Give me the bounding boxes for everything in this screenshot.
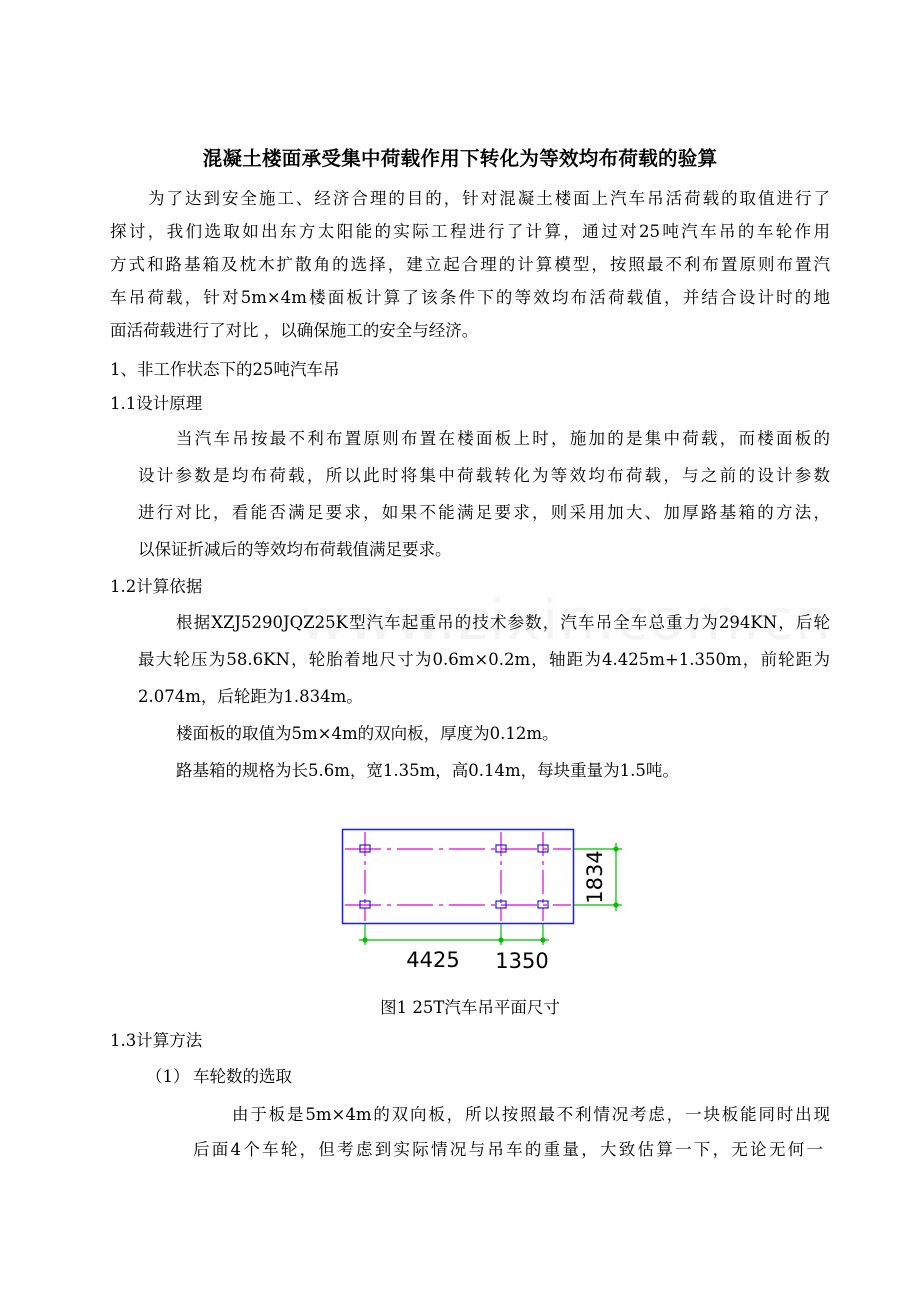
axis-lines: [345, 832, 571, 921]
item-1-label: 车轮数的选取: [193, 1067, 292, 1086]
intro-line-2: 探讨，我们选取如出东方太阳能的实际工程进行了计算，通过对25吨汽车吊的车轮作用: [110, 222, 830, 241]
s12-box-line: 路基箱的规格为长5.6m，宽1.35m，高0.14m，每块重量为1.5吨。: [176, 761, 679, 780]
figure-caption: 图1 25T汽车吊平面尺寸: [380, 998, 560, 1017]
s12-slab-line: 楼面板的取值为5m×4m的双向板，厚度为0.12m。: [176, 724, 559, 743]
crane-frame: [343, 830, 574, 924]
dim-label-1350: 1350: [495, 949, 549, 973]
wheel-markers: [360, 845, 548, 908]
section-heading-1-2: 1.2计算依据: [110, 577, 203, 596]
crane-plan-figure: [330, 820, 630, 980]
intro-line-4: 车吊荷载，针对5m×4m楼面板计算了该条件下的等效均布活荷载值，并结合设计时的地: [110, 288, 830, 307]
item-1-number: （1）: [146, 1067, 190, 1086]
s13-line-2: 后面4个车轮，但考虑到实际情况与吊车的重量，大致估算一下，无论无何一: [193, 1140, 823, 1159]
dim-label-1834: 1834: [583, 850, 607, 904]
s12-line-3: 2.074m，后轮距为1.834m。: [138, 687, 363, 706]
intro-line-5: 面活荷载进行了对比 ，以确保施工的安全与经济。: [110, 321, 479, 340]
page-title: 混凝土楼面承受集中荷载作用下转化为等效均布荷载的验算: [202, 147, 718, 170]
s11-line-1: 当汽车吊按最不利布置原则布置在楼面板上时，施加的是集中荷载，而楼面板的: [176, 429, 830, 448]
s12-line-1: 根据XZJ5290JQZ25K型汽车起重吊的技术参数，汽车吊全车总重力为294KN，后轮: [176, 613, 830, 632]
dim-label-4425: 4425: [406, 948, 460, 972]
section-heading-1: 1、非工作状态下的25吨汽车吊: [110, 360, 340, 379]
s11-line-3: 进行对比，看能否满足要求，如果不能满足要求，则采用加大、加厚路基箱的方法，: [138, 503, 830, 522]
s11-line-4: 以保证折减后的等效均布荷载值满足要求。: [138, 540, 452, 559]
s13-line-1: 由于板是5m×4m的双向板，所以按照最不利情况考虑，一块板能同时出现: [232, 1105, 830, 1124]
intro-line-3: 方式和路基箱及枕木扩散角的选择，建立起合理的计算模型，按照最不利布置原则布置汽: [110, 255, 830, 274]
section-heading-1-3: 1.3计算方法: [110, 1031, 203, 1050]
section-heading-1-1: 1.1设计原理: [110, 394, 203, 413]
s12-line-2: 最大轮压为58.6KN，轮胎着地尺寸为0.6m×0.2m，轴距为4.425m+1.350m，前轮距为: [138, 650, 830, 669]
intro-line-1: 为了达到安全施工、经济合理的目的，针对混凝土楼面上汽车吊活荷载的取值进行了: [148, 189, 830, 208]
s11-line-2: 设计参数是均布荷载，所以此时将集中荷载转化为等效均布荷载，与之前的设计参数: [138, 466, 830, 485]
